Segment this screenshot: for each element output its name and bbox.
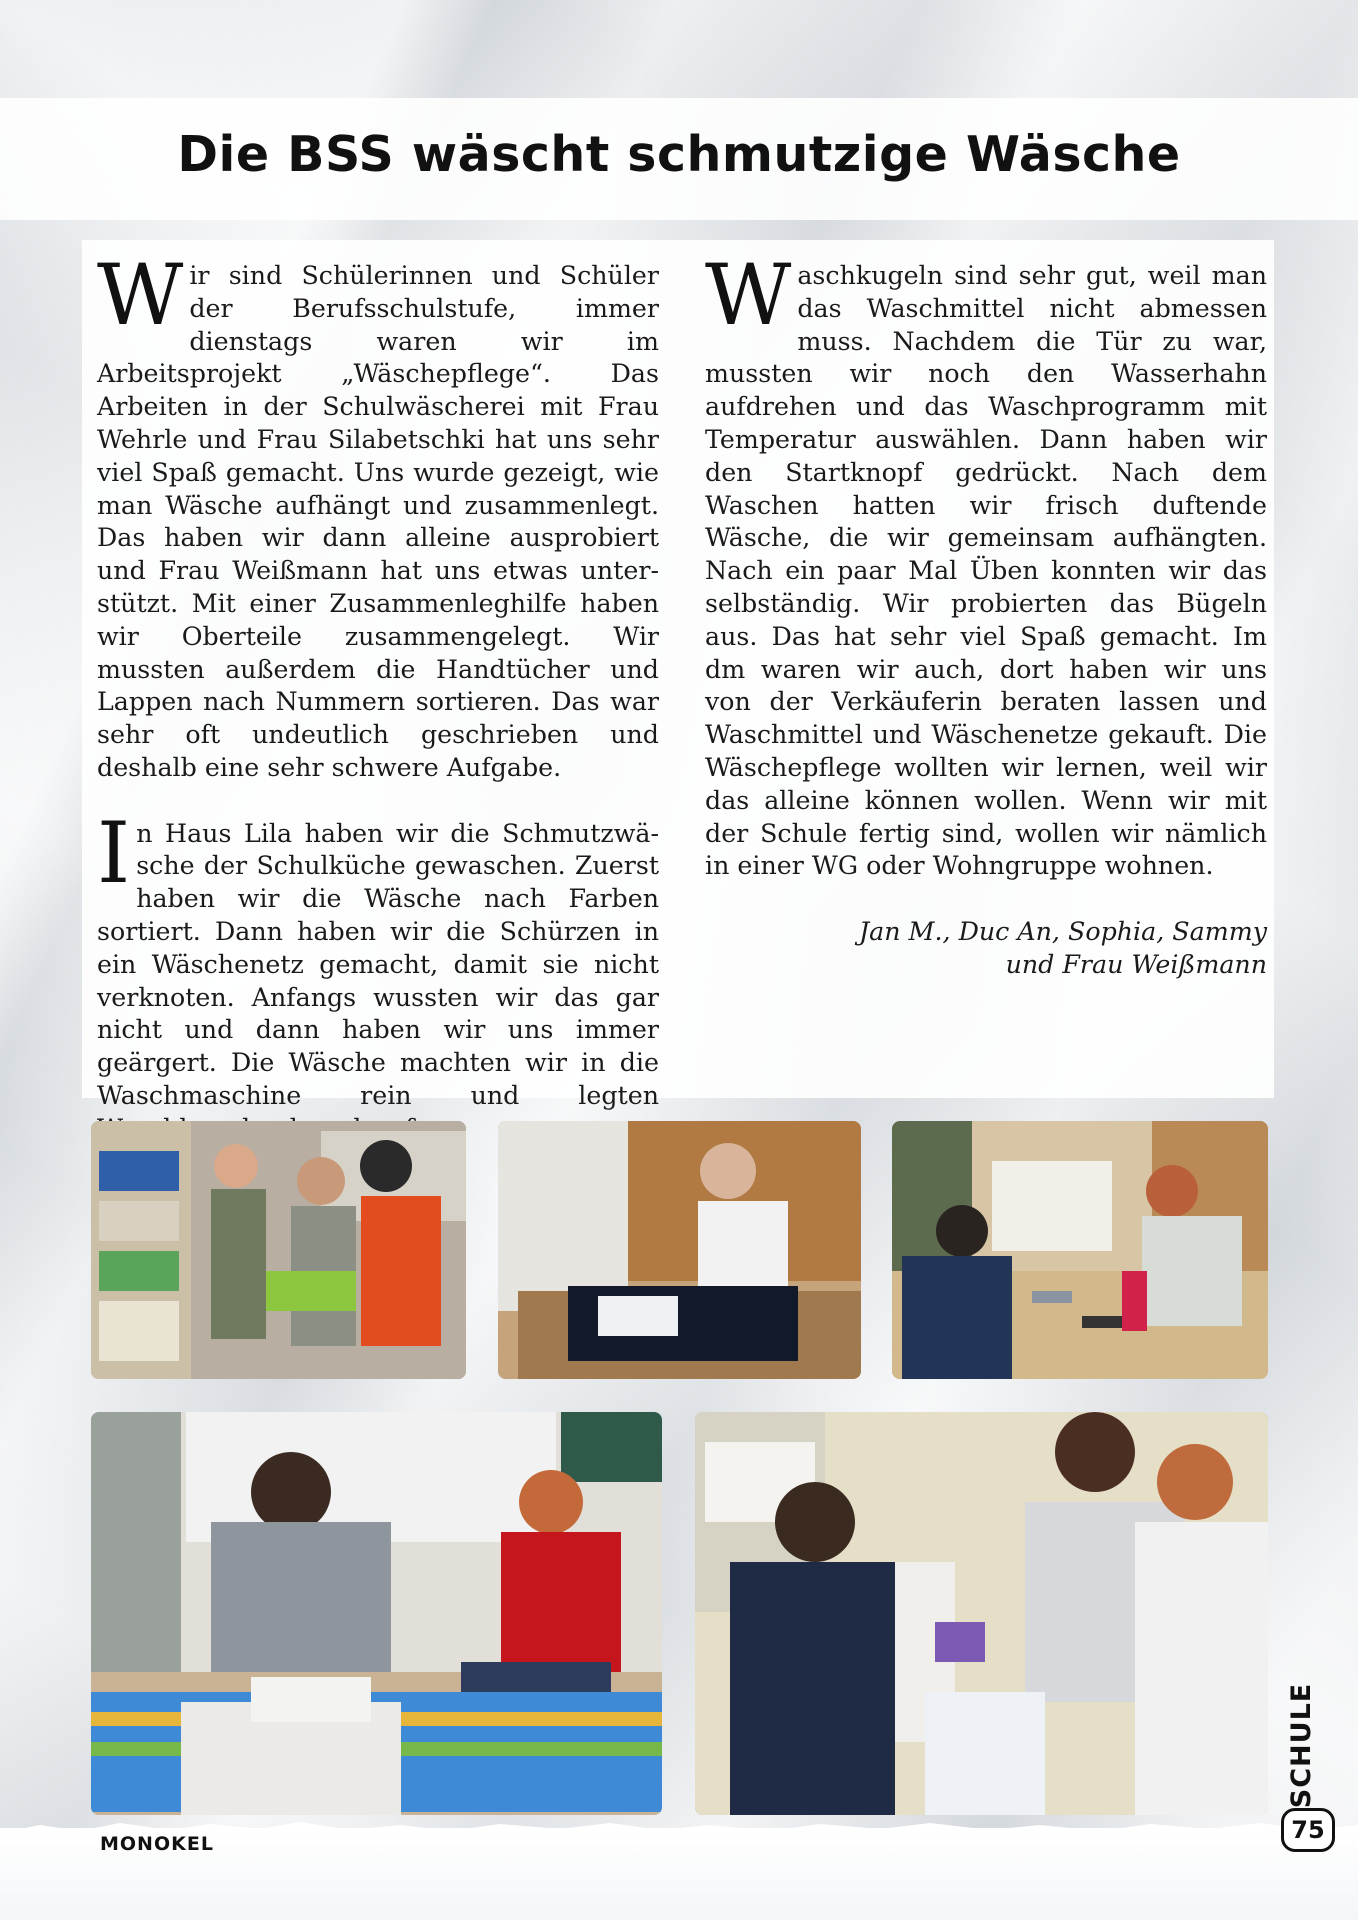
photo-sorting-socks (892, 1121, 1268, 1379)
signature-line-2: und Frau Weißmann (1005, 949, 1267, 979)
paragraph-text: n Haus Lila haben wir die Schmutzwäsche der Schulküche gewaschen. Zuerst haben wir die Wäsche nach Farben sortiert. Dann haben wir die Schürzen in ein Wäschenetz gemacht, damit sie nicht verknoten. Anfangs wussten wir das gar nicht und dann haben wir uns immer geärgert. Die Wäsche machten wir in die Waschmaschine rein und legten (97, 818, 659, 1110)
paragraph-3 (705, 246, 1267, 883)
author-signature (705, 916, 1267, 982)
paragraph-2 (97, 803, 659, 1146)
signature-line-1: Jan M., Duc An, Sophia, Sammy (859, 916, 1267, 946)
paragraph-text: ir sind Schülerinnen und Schüler der Berufsschulstufe, immer dienstags waren wir im Arbeitsprojekt „Wäschepflege“. Das Arbeiten in der Schulwäscherei mit Frau Wehrle und Frau Silabetschki hat uns sehr viel Spaß gemacht. Uns wurde gezeigt, wie man Wäsche aufhängt und zusammenlegt. Das haben wir dann alleine ausprobiert und Frau Weißmann hat uns etwas unterstützt. Mit einer Zusammenleghilfe haben wir Oberteile zusammengelegt. Wir mussten außerdem die Handtücher und Lappen nach Nummern sortieren. Das war sehr oft undeutlich geschrieben und deshalb eine sehr schwere Aufgabe. (97, 261, 659, 782)
magazine-name: MONOKEL (100, 1833, 214, 1855)
dropcap: W (705, 246, 792, 344)
photo-shopping (91, 1121, 466, 1379)
page-number: 75 (1281, 1808, 1335, 1852)
article-title: Die BSS wäscht schmutzige Wäsche (177, 126, 1181, 183)
right-column (705, 246, 1267, 982)
paragraph-1 (97, 246, 659, 785)
photo-folding-shirt (498, 1121, 861, 1379)
photo-ironing (91, 1412, 662, 1815)
left-column (97, 246, 659, 1178)
section-label-text: SCHULE (1286, 1682, 1318, 1808)
dropcap: W (97, 246, 184, 344)
photo-laundry-net (695, 1412, 1268, 1815)
paragraph-text: aschkugeln sind sehr gut, weil man das Waschmittel nicht abmessen muss. Nachdem die Tür zu war, mussten wir noch den Wasserhahn aufdrehen und das Waschprogramm mit Temperatur auswählen. Dann haben wir den Startknopf gedrückt. Nach dem Waschen hatten wir frisch duftende Wäsche, die wir gemeinsam aufhängten. Nach ein paar Mal Üben konnten wir das selbständig. Wir probierten das Bügeln aus. Das hat sehr viel Spaß gemacht. Im dm waren wir auch, dort haben wir uns von der Verkäuferin beraten lassen und Waschmittel und Wäschenetze gekauft. Die Wäschepflege wollten wir lernen, weil wir das alleine können wollen. Wenn wir mit der Schule fertig sind, wollen wir nämlich in einer WG oder Wohngruppe wohnen. (705, 261, 1267, 881)
dropcap: I (97, 803, 131, 902)
section-label (1282, 1682, 1322, 1808)
